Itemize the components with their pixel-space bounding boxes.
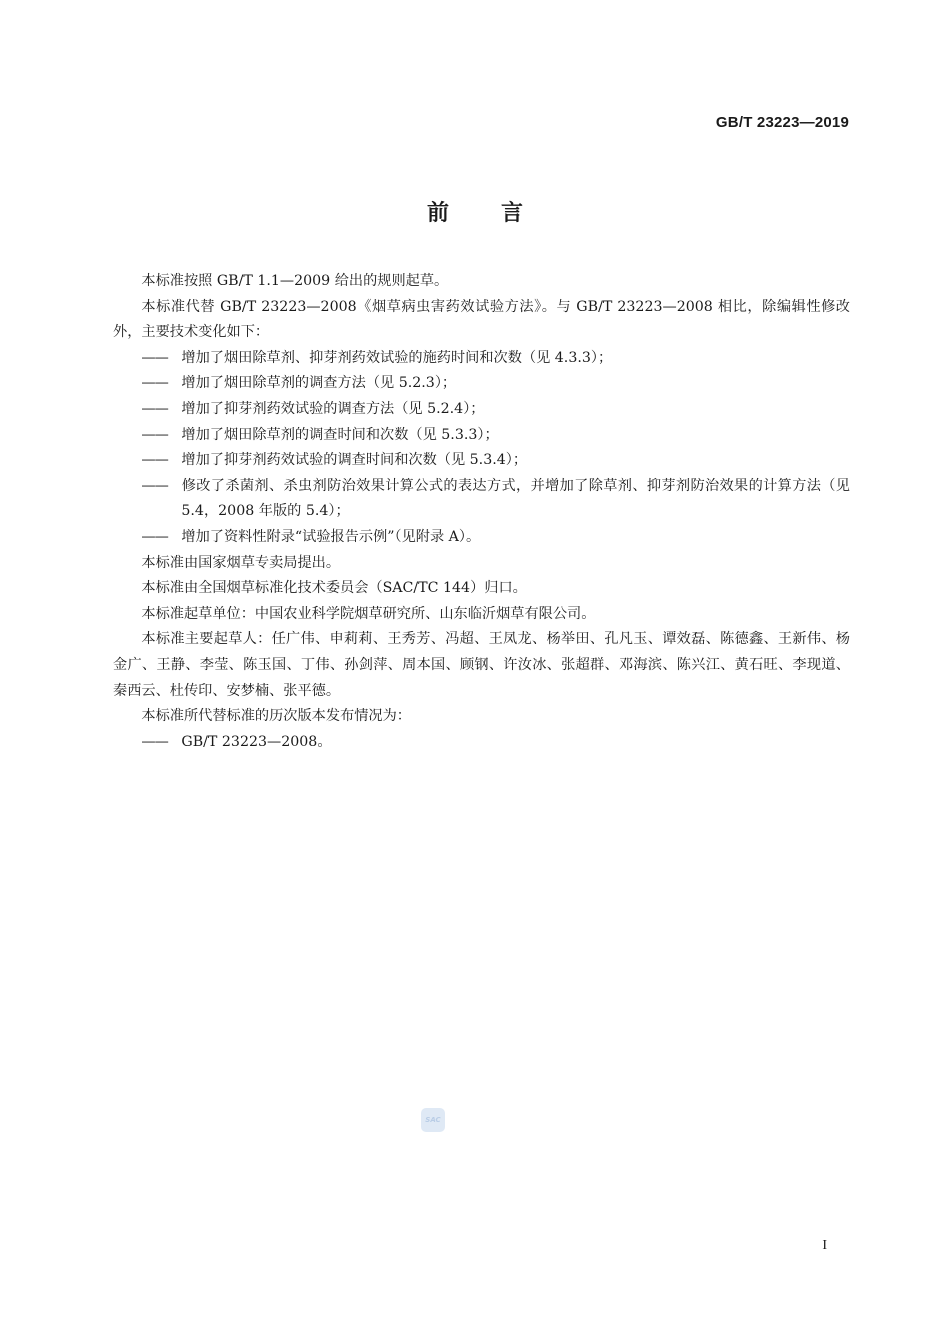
paragraph-drafters: 本标准主要起草人：任广伟、申莉莉、王秀芳、冯超、王凤龙、杨举田、孔凡玉、谭效磊、陈德鑫、王新伟、杨金广、王静、李莹、陈玉国、丁伟、孙剑萍、周本国、顾钢、许汝冰、张超群、邓海滨、陈兴江、黄石旺、李现道、秦西云、杜传印、安梦楠、张平德。 [113, 631, 850, 699]
list-item: —— 增加了抑芽剂药效试验的调查时间和次数（见 5.3.4）； [113, 448, 850, 474]
dash-mark: —— [141, 349, 168, 366]
dash-mark: —— [141, 426, 168, 443]
sac-watermark-logo: SAC [421, 1108, 445, 1132]
list-item: —— 修改了杀菌剂、杀虫剂防治效果计算公式的表达方式，并增加了除草剂、抑芽剂防治效果的计算方法（见 5.4，2008 年版的 5.4）； [113, 474, 850, 525]
paragraph-drafting-rules: 本标准按照 GB/T 1.1—2009 给出的规则起草。 [141, 273, 449, 289]
page-number: I [822, 1238, 827, 1253]
page-title: 前言 [426, 201, 575, 226]
foreword-body [113, 269, 850, 755]
paragraph-version-history: 本标准所代替标准的历次版本发布情况为： [141, 708, 411, 725]
list-item: —— GB/T 23223—2008。 [113, 730, 850, 756]
dash-mark: —— [141, 452, 168, 469]
dash-mark: —— [141, 477, 168, 494]
paragraph-drafting-units: 本标准起草单位：中国农业科学院烟草研究所、山东临沂烟草有限公司。 [141, 605, 596, 622]
paragraph-committee: 本标准由全国烟草标准化技术委员会（SAC/TC 144）归口。 [141, 580, 527, 597]
list-item: —— 增加了烟田除草剂的调查时间和次数（见 5.3.3）； [113, 423, 850, 449]
standard-code: GB/T 23223—2019 [715, 114, 849, 131]
list-item: —— 增加了抑芽剂药效试验的调查方法（见 5.2.4）； [113, 397, 850, 423]
list-item: —— 增加了烟田除草剂、抑芽剂药效试验的施药时间和次数（见 4.3.3）； [113, 346, 850, 372]
paragraph-replacement: 本标准代替 GB/T 23223—2008《烟草病虫害药效试验方法》。与 GB/T 23223—2008 相比，除编辑性修改外，主要技术变化如下： [113, 298, 850, 341]
list-item: —— 增加了资料性附录“试验报告示例”（见附录 A）。 [113, 525, 850, 551]
dash-mark: —— [141, 733, 168, 750]
dash-mark: —— [141, 528, 168, 545]
dash-mark: —— [141, 375, 168, 392]
dash-mark: —— [141, 400, 168, 417]
list-item: —— 增加了烟田除草剂的调查方法（见 5.2.3）； [113, 371, 850, 397]
paragraph-proposer: 本标准由国家烟草专卖局提出。 [141, 554, 341, 571]
